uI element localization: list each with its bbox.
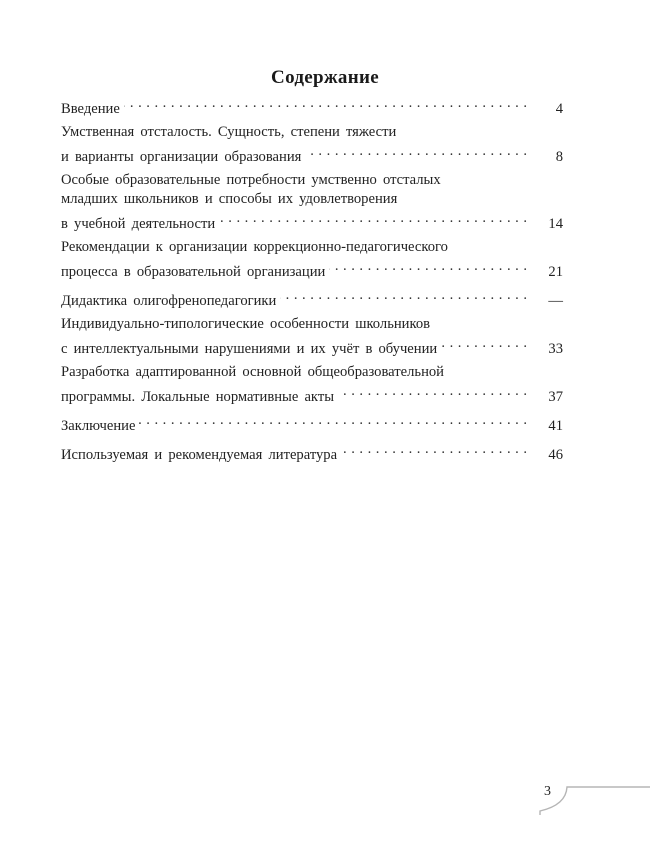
toc-page-number: 21	[548, 264, 563, 280]
toc-entry-title: с интеллектуальными нарушениями и их учёт в обучении	[61, 341, 438, 357]
toc-page-number: 37	[548, 389, 563, 405]
toc-entry-title: Дидактика олигофренопедагогики	[61, 293, 277, 309]
toc-page-number: 8	[555, 149, 563, 165]
page-title: Содержание	[271, 67, 379, 88]
toc-entry-title: Используемая и рекомендуемая литература	[61, 447, 338, 463]
toc-page-number: 14	[548, 216, 563, 232]
toc-entry-title-line: Индивидуально-типологические особенности школьников	[61, 316, 431, 332]
page-number: 3	[544, 784, 551, 799]
toc-entry-title-line: Разработка адаптированной основной общеобразовательной	[61, 364, 444, 380]
toc-page-number: 41	[548, 418, 563, 434]
toc-entry-title-line: Умственная отсталость. Сущность, степени тяжести	[61, 124, 397, 140]
toc-page-number: —	[548, 293, 563, 309]
toc-page-number: 4	[555, 101, 563, 117]
toc-page-number: 46	[548, 447, 563, 463]
toc-entry-title: и варианты организации образования	[61, 149, 302, 165]
toc-page-number: 33	[548, 341, 563, 357]
toc-entry-title: Заключение	[61, 418, 136, 434]
toc-entry-title-line: Рекомендации к организации коррекционно-педагогического	[61, 239, 448, 255]
toc-entry-title: процесса в образовательной организации	[61, 264, 326, 280]
toc-entry-title-line: младших школьников и способы их удовлетворения	[61, 191, 398, 207]
toc-entry-title-line: Особые образовательные потребности умственно отсталых	[61, 172, 441, 188]
toc-entry-title: программы. Локальные нормативные акты	[61, 389, 335, 405]
toc-entry-title: Введение	[61, 101, 120, 117]
toc-entry-title: в учебной деятельности	[61, 216, 216, 232]
